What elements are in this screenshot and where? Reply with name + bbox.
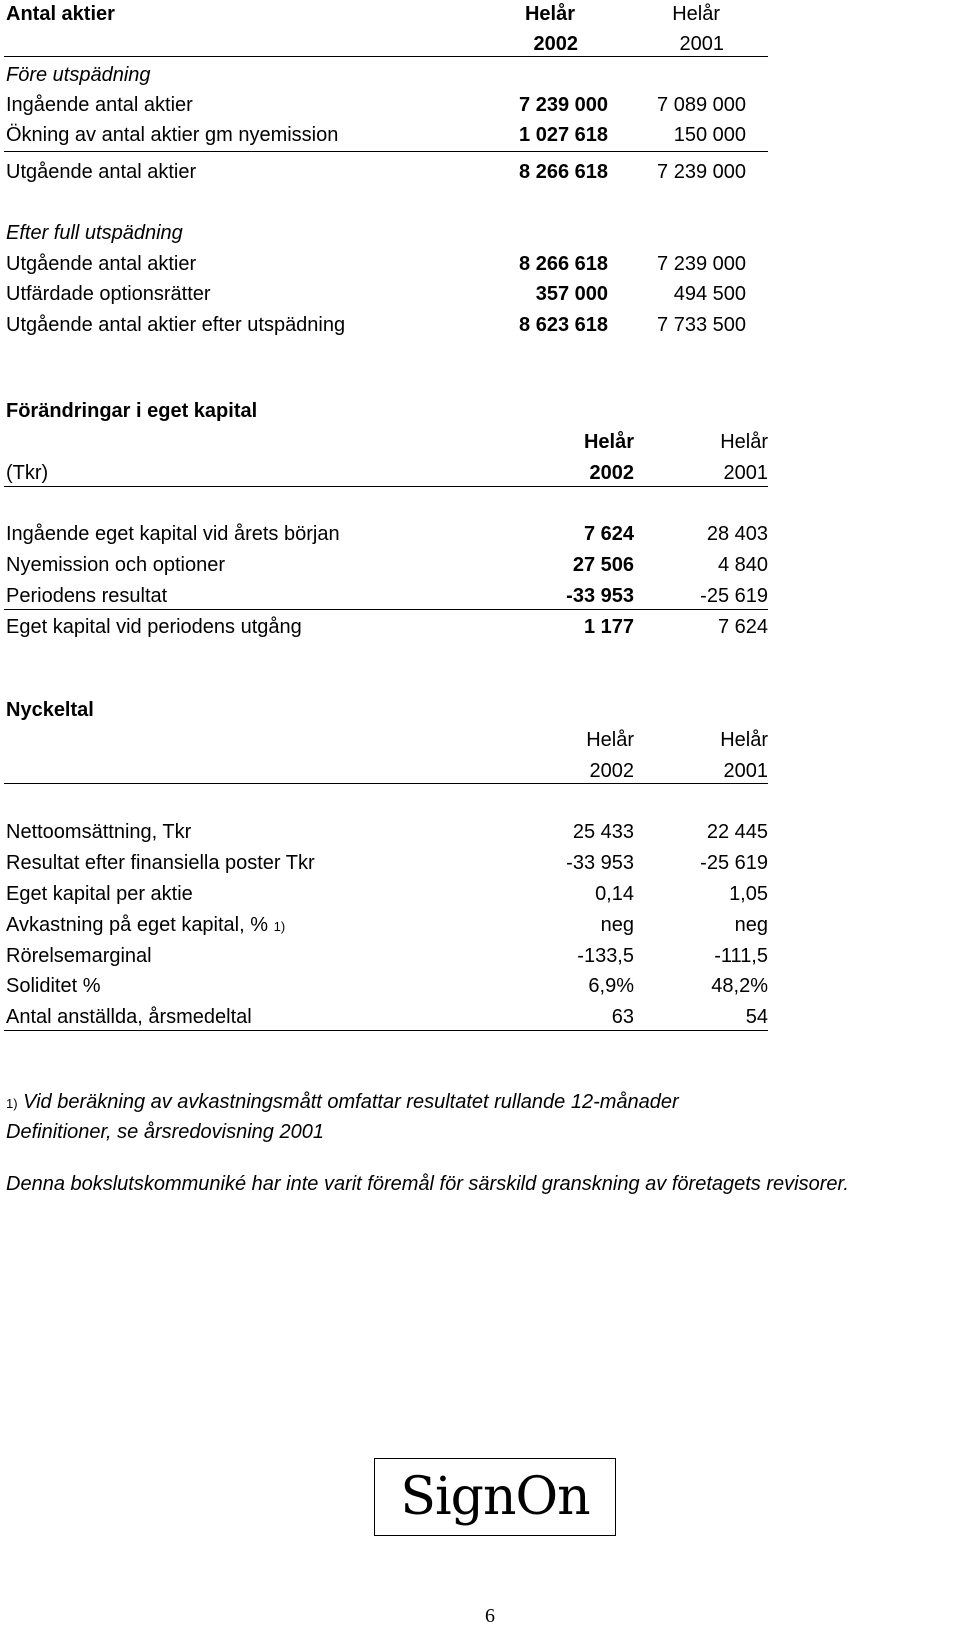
keyfigures-row-value-2002: 63 [611,1006,634,1028]
equity-total-value-2002: 1 177 [583,616,634,638]
logo-wordmark: SignOn [400,1467,590,1527]
shares-section-after: Efter full utspädning [6,222,183,244]
equity-row-label: Nyemission och optioner [6,554,225,576]
shares-row-label: Ingående antal aktier [6,94,193,116]
keyfigures-row-value-2002: 6,9% [588,975,634,997]
shares-section-before: Före utspädning [6,64,151,86]
shares-year1: 2002 [533,33,578,55]
shares-row-label: Utgående antal aktier efter utspädning [6,314,346,336]
keyfigures-row-value-2001: -111,5 [714,945,768,967]
logo-text [375,1469,615,1525]
keyfigures-bottom-rule [4,1030,768,1031]
equity-header-rule [4,486,768,487]
equity-row-value-2002: 7 624 [583,523,634,545]
equity-year2: 2001 [723,462,768,484]
equity-row-value-2001: -25 619 [700,585,768,607]
keyfigures-row-label: Rörelsemarginal [6,945,152,967]
equity-row-label: Periodens resultat [6,585,168,607]
footnote-marker: 1) [273,919,286,934]
page-number: 6 [485,1605,495,1627]
shares-row-value-2002: 8 623 618 [519,314,608,336]
shares-row-value-2001: 7 239 000 [657,253,746,275]
footnote-line [6,1090,679,1116]
shares-total-value-2002: 8 266 618 [519,161,608,183]
shares-row-value-2001: 7 733 500 [657,314,746,336]
equity-col2-header: Helår [720,431,768,453]
shares-year2: 2001 [679,33,724,55]
keyfigures-year1: 2002 [589,760,634,782]
keyfigures-row-value-2001: neg [734,914,768,936]
keyfigures-row-value-2001: -25 619 [700,852,768,874]
shares-row-label: Utfärdade optionsrätter [6,283,211,305]
keyfigures-row-value-2001: 22 445 [706,821,768,843]
keyfigures-row-label: Nettoomsättning, Tkr [6,821,192,843]
definitions-note: Definitioner, se årsredovisning 2001 [6,1121,324,1143]
equity-subtotal-rule [4,609,768,610]
shares-col2-header: Helår [672,3,720,25]
shares-col1-header: Helår [524,3,575,25]
keyfigures-year2: 2001 [723,760,768,782]
shares-subtotal-rule [4,151,768,152]
shares-total-label: Utgående antal aktier [6,161,197,183]
keyfigures-row-label: Antal anställda, årsmedeltal [6,1006,252,1028]
keyfigures-col1-header: Helår [586,729,634,751]
equity-row-value-2002: 27 506 [572,554,634,576]
shares-row-label: Utgående antal aktier [6,253,197,275]
equity-title: Förändringar i eget kapital [6,400,258,422]
footnote-text: Vid beräkning av avkastningsmått omfattar resultatet rullande 12-månader [23,1091,679,1113]
equity-row-value-2001: 28 403 [706,523,768,545]
keyfigures-row-label: Resultat efter finansiella poster Tkr [6,852,315,874]
keyfigures-row-value-2002: neg [600,914,634,936]
keyfigures-row-value-2001: 1,05 [729,883,768,905]
shares-row-label: Ökning av antal aktier gm nyemission [6,124,339,146]
shares-row-value-2002: 8 266 618 [519,253,608,275]
shares-row-value-2001: 150 000 [673,124,746,146]
keyfigures-row-label: Eget kapital per aktie [6,883,193,905]
equity-row-label: Ingående eget kapital vid årets början [6,523,340,545]
signon-logo [374,1458,616,1536]
equity-year1: 2002 [589,462,634,484]
shares-row-value-2002: 357 000 [535,283,608,305]
equity-col1-header: Helår [583,431,634,453]
shares-row-value-2002: 1 027 618 [519,124,608,146]
equity-total-label: Eget kapital vid periodens utgång [6,616,302,638]
keyfigures-title: Nyckeltal [6,699,94,721]
equity-row-value-2001: 4 840 [717,554,768,576]
shares-row-value-2002: 7 239 000 [519,94,608,116]
audit-disclaimer: Denna bokslutskommuniké har inte varit föremål för särskild granskning av företagets revisorer. [6,1173,849,1195]
keyfigures-row-value-2001: 48,2% [711,975,768,997]
equity-row-value-2002: -33 953 [566,585,634,607]
shares-row-value-2001: 494 500 [673,283,746,305]
keyfigures-row-value-2002: 25 433 [572,821,634,843]
shares-header-rule [4,56,768,57]
keyfigures-row-value-2001: 54 [745,1006,768,1028]
shares-total-value-2001: 7 239 000 [657,161,746,183]
shares-row-value-2001: 7 089 000 [657,94,746,116]
keyfigures-row-value-2002: -33 953 [566,852,634,874]
keyfigures-row-label: Soliditet % [6,975,101,997]
keyfigures-row-value-2002: 0,14 [595,883,634,905]
keyfigures-row-value-2002: -133,5 [577,945,634,967]
keyfigures-col2-header: Helår [720,729,768,751]
keyfigures-row-roe [6,913,285,939]
keyfigures-header-rule [4,783,768,784]
shares-title: Antal aktier [6,3,115,25]
footnote-marker: 1) [6,1096,18,1111]
keyfigures-row-label: Avkastning på eget kapital, % [6,914,269,936]
equity-unit: (Tkr) [6,462,49,484]
equity-total-value-2001: 7 624 [717,616,768,638]
